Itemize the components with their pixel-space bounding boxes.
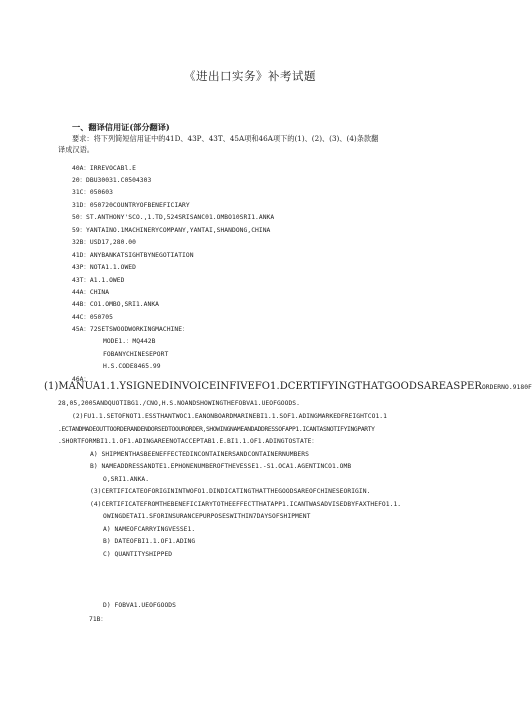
field-31d: 31D：050720COUNTRYOFBENEFICIARY bbox=[72, 202, 190, 209]
field-44a: 44A：CHINA bbox=[72, 289, 110, 296]
goods-model: MODE1.：MQ442B bbox=[103, 338, 156, 345]
field-50: 50：ST.ANTHONY'SCO.,1.TD,524SRISANC01.OMBO10SRI1.ANKA bbox=[72, 214, 275, 221]
field-40a: 40A：IRREVOCABl.E bbox=[72, 165, 136, 172]
requirement-text bbox=[58, 134, 448, 155]
field-43t: 43T：A1.1.OWED bbox=[72, 277, 125, 284]
clause-4-sub-c: C) QUANTITYSHIPPED bbox=[103, 551, 173, 558]
clause-1-line-2: 28,05,2005ANDQUOTIBG1./CNO,H.S.NOANDSHOWINGTHEFOBVA1.UEOFGOODS. bbox=[58, 400, 300, 407]
clause-2-line-1: (2)FU1.1.SETOFNOT1.ESSTHANTWOC1.EANONBOARDMARINEBI1.1.SOF1.ADINGMARKEDFREIGHTCO1.1 bbox=[72, 413, 387, 420]
field-71b: 71B： bbox=[89, 616, 107, 623]
field-41d: 41D：ANYBANKATSIGHTBYNEGOTIATION bbox=[72, 252, 194, 259]
field-31c: 31C：050603 bbox=[72, 189, 113, 196]
field-45a: 45A：72SETSWOODWORKINGMACHINE： bbox=[72, 326, 189, 333]
field-20: 20：DBU30031.C0504303 bbox=[72, 177, 152, 184]
field-44c: 44C：050705 bbox=[72, 314, 113, 321]
clause-4-line-1: (4)CERTIFICATEFROMTHEBENEFICIARYTOTHEEFFECTTHATAPP1.ICANTWASADVISEDBYFAXTHEFO1.1. bbox=[90, 501, 402, 508]
requirement-line-2: 译成汉语。 bbox=[58, 144, 94, 154]
clause-2-sub-b-cont: O,SRI1.ANKA. bbox=[103, 476, 150, 483]
clause-4-sub-d: D) FOBVA1.UEOFGOODS bbox=[103, 602, 176, 609]
goods-fob: FOBANYCHINESEPORT bbox=[103, 351, 169, 358]
clause-2-line-3: .SHORTFORMBI1.1.OF1.ADINGAREENOTACCEPTAB1.E.BI1.1.OF1.ADINGTOSTATE： bbox=[58, 438, 318, 445]
clause-1-line-1 bbox=[44, 383, 532, 392]
field-44b: 44B：CO1.OMBO,SRI1.ANKA bbox=[72, 301, 160, 308]
clause-2-sub-b: B) NAMEADDRESSANDTE1.EPHONENUMBEROFTHEVESSE1.-S1.OCA1.AGENTINCO1.OMB bbox=[90, 463, 352, 470]
clause-4-sub-a: A) NAMEOFCARRYINGVESSE1. bbox=[103, 526, 196, 533]
clause-1-large-text: (1)MANUA1.1.YSIGNEDINVOICEINFIVEFO1.DCERTIFYINGTHATGOODSAREASPER bbox=[44, 381, 482, 392]
field-46a: 46A： bbox=[72, 376, 90, 383]
page-title: 《进出口实务》补考试题 bbox=[184, 69, 316, 83]
section-heading: 一、翻译信用证(部分翻译) bbox=[72, 122, 170, 132]
clause-4-line-2: OWINGDETAI1.SFORINSURANCEPURPOSESWITHIN7DAYSOFSHIPMENT bbox=[103, 513, 311, 520]
clause-4-sub-b: B) DATEOFBI1.1.OF1.ADING bbox=[103, 538, 196, 545]
field-59: 59：YANTAINO.1MACHINERYCOMPANY,YANTAI,SHANDONG,CHINA bbox=[72, 227, 271, 234]
field-43p: 43P：NOTA1.1.OWED bbox=[72, 264, 136, 271]
clause-2-line-2: .ECTANDMADEOUTTOORDERANDENDORSEDTOOURORDER,SHOWINGNAMEANDADDRESSOFAPP1.ICANTASNOTIFYINGPARTY bbox=[58, 426, 375, 433]
clause-1-small-text: ORDERNO.9180F bbox=[481, 384, 532, 391]
field-32b: 32B：USD17,280.00 bbox=[72, 239, 136, 246]
clause-2-sub-a: A) SHIPMENTHASBEENEFFECTEDINCONTAINERSANDCONTAINERNUMBERS bbox=[90, 451, 309, 458]
requirement-line-1: 要求：将下列简短信用证中的41D、43P、43T、45A项和46A项下的(1)、(2)、(3)、(4)条款翻 bbox=[72, 134, 379, 143]
goods-hs-code: H.S.CODE8465.99 bbox=[103, 363, 161, 370]
clause-3: (3)CERTIFICATEOFORIGININTWOFO1.DINDICATINGTHATTHEGOODSAREOFCHINESEORIGIN. bbox=[90, 488, 371, 495]
